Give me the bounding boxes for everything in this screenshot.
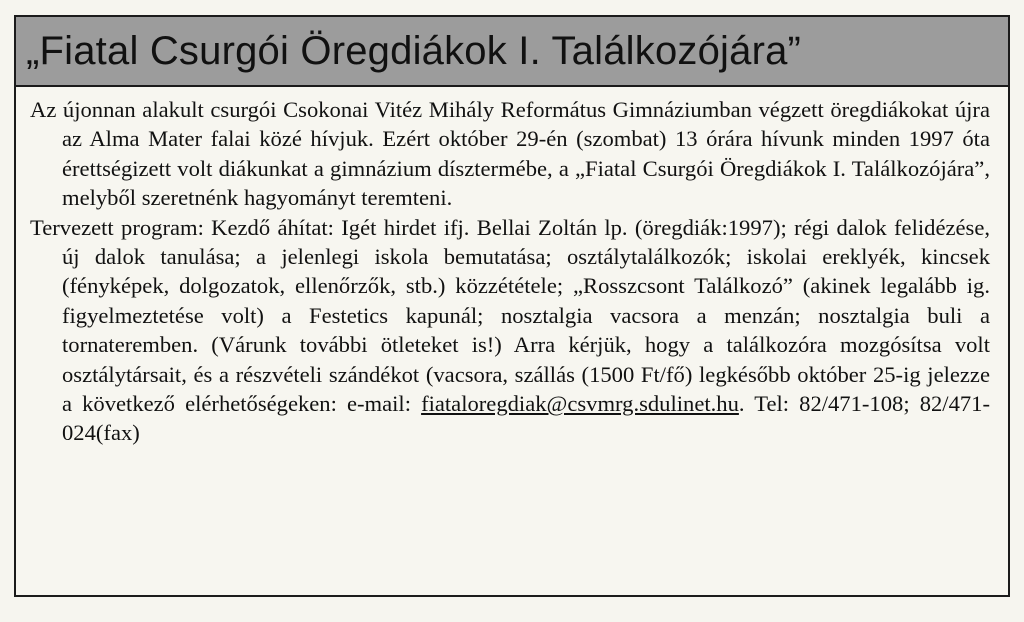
program-paragraph <box>30 213 990 448</box>
email-link[interactable]: fiataloregdiak@csvmrg.sdulinet.hu <box>421 391 739 417</box>
notice-box <box>14 15 1010 597</box>
notice-body <box>16 87 1008 448</box>
phone-text: . Tel: 82/471-108; 82/471-024(fax) <box>62 391 990 446</box>
notice-title: „Fiatal Csurgói Öregdiákok I. Találkozójára” <box>26 29 802 73</box>
program-text: Tervezett program: Kezdő áhítat: Igét hirdet ifj. Bellai Zoltán lp. (öregdiák:1997); régi dalok felidézése, új dalok tanulása; a jelenlegi iskola bemutatása; osztálytalálkozók; iskolai ereklyék, kincsek (fényképek, dolgozatok, ellenőrzők, stb.) közzététele; „Rosszcsont Találkozó” (akinek legalább ig. figyelmeztetése volt) a Festetics kapunál; nosztalgia vacsora a menzán; nosztalgia buli a tornateremben. (Várunk további ötleteket is!) Arra kérjük, hogy a találkozóra mozgósítsa volt osztálytársait, és a részvételi szándékot (vacsora, szállás (1500 Ft/fő) legkésőbb október 25-ig jelezze a következő elérhetőségeken: e-mail: <box>30 214 990 417</box>
title-band <box>16 17 1008 87</box>
invitation-paragraph: Az újonnan alakult csurgói Csokonai Vitéz Mihály Református Gimnáziumban végzett öregdiákokat újra az Alma Mater falai közé hívjuk. Ezért október 29-én (szombat) 13 órára hívunk minden 1997 óta érettségizett volt diákunkat a gimnázium dísztermébe, a „Fiatal Csurgói Öregdiákok I. Találkozójára”, melyből szeretnénk hagyományt teremteni. <box>30 97 990 211</box>
